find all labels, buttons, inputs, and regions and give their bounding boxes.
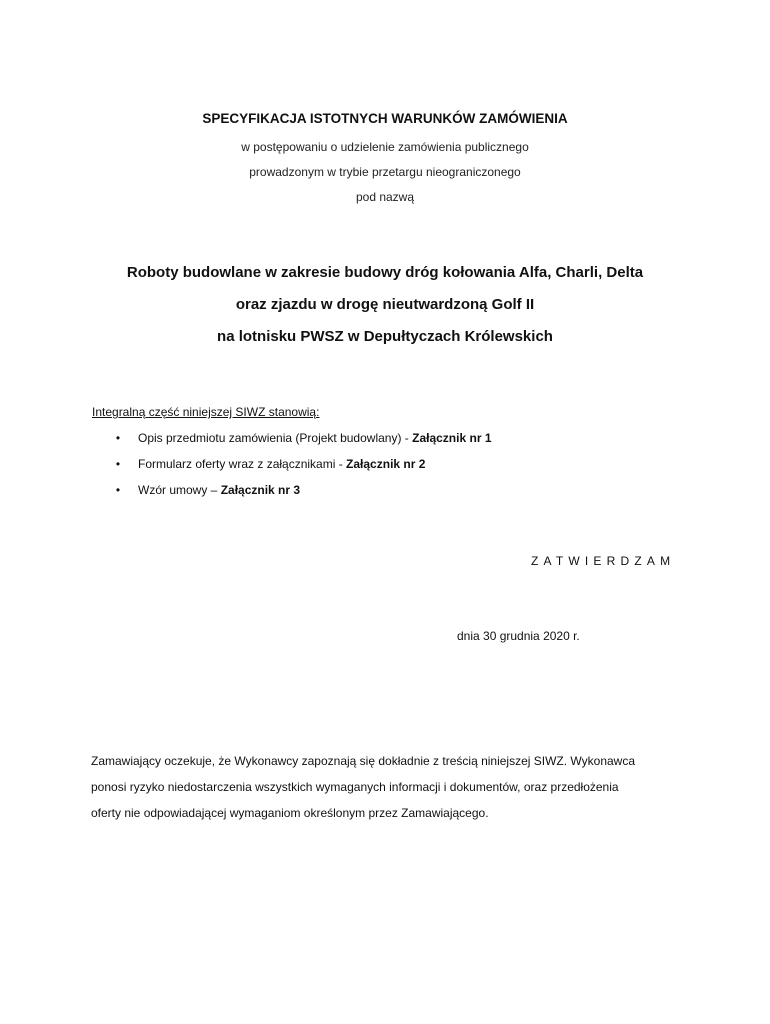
attachment-item-text	[138, 456, 425, 472]
bullet-icon: •	[115, 483, 121, 497]
notice-line-1: Zamawiający oczekuje, że Wykonawcy zapoznają się dokładnie z treścią niniejszej SIWZ. Wykonawca	[91, 754, 636, 768]
bullet-icon: •	[115, 431, 121, 445]
subtitle-line-3: pod nazwą	[355, 190, 415, 204]
approval-date: dnia 30 grudnia 2020 r.	[457, 629, 580, 643]
approval-label: ZATWIERDZAM	[531, 554, 676, 568]
document-title: SPECYFIKACJA ISTOTNYCH WARUNKÓW ZAMÓWIENIA	[202, 111, 568, 126]
bullet-icon: •	[115, 457, 121, 471]
attachment-description: Opis przedmiotu zamówienia (Projekt budowlany) -	[138, 431, 413, 445]
attachment-description: Wzór umowy –	[138, 483, 221, 497]
attachment-reference: Załącznik nr 2	[346, 457, 426, 471]
attachment-reference: Załącznik nr 1	[412, 431, 492, 445]
notice-line-3: oferty nie odpowiadającej wymaganiom określonym przez Zamawiającego.	[91, 806, 489, 820]
subtitle-line-1: w postępowaniu o udzielenie zamówienia publicznego	[241, 140, 529, 154]
notice-line-2: ponosi ryzyko niedostarczenia wszystkich wymaganych informacji i dokumentów, oraz przedłożenia	[91, 780, 619, 794]
project-name-line-1: Roboty budowlane w zakresie budowy dróg kołowania Alfa, Charli, Delta	[126, 264, 644, 281]
project-name-line-3: na lotnisku PWSZ w Depułtyczach Królewskich	[217, 328, 553, 345]
subtitle-line-2: prowadzonym w trybie przetargu nieograniczonego	[249, 165, 521, 179]
project-name-line-2: oraz zjazdu w drogę nieutwardzoną Golf II	[235, 296, 535, 313]
attachment-item-text	[138, 482, 300, 498]
notice-paragraph	[91, 748, 691, 826]
attachments-heading: Integralną część niniejszej SIWZ stanowią:	[92, 405, 320, 419]
attachment-item-text	[138, 430, 492, 446]
attachment-description: Formularz oferty wraz z załącznikami -	[138, 457, 347, 471]
attachment-reference: Załącznik nr 3	[220, 483, 301, 497]
